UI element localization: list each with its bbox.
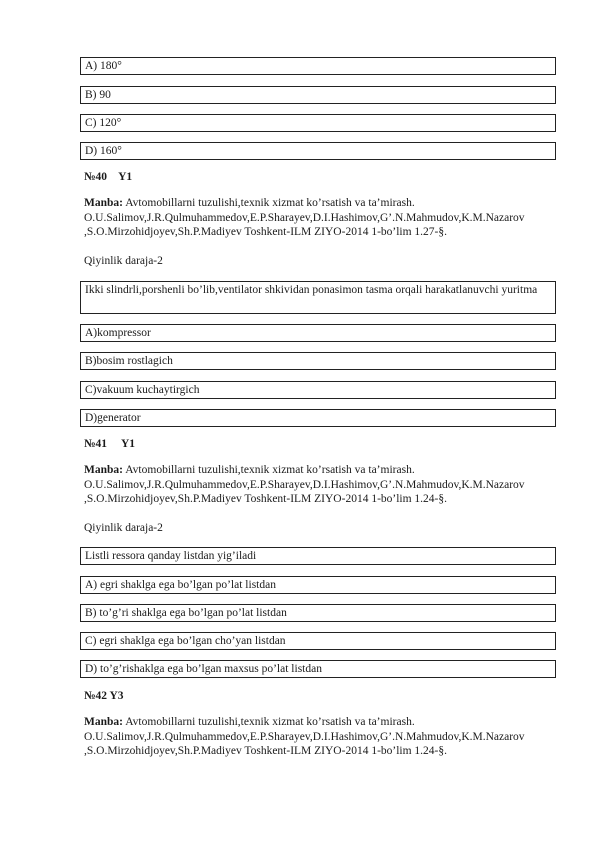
q41-option-d: D) to’g’rishaklga ega bo’lgan maxsus po’lat listdan [80, 660, 556, 678]
q39-option-d: D) 160° [80, 142, 556, 160]
q39-option-a: A) 180° [80, 57, 556, 75]
q41-option-c: C) egri shaklga ega bo’lgan cho’yan listdan [80, 632, 556, 650]
q41-source [84, 463, 554, 507]
q41-question: Listli ressora qanday listdan yig’iladi [80, 547, 556, 565]
q40-number: №40 Y1 [84, 171, 133, 183]
q40-difficulty: Qiyinlik daraja-2 [84, 255, 163, 267]
q40-question: Ikki slindrli,porshenli bo’lib,ventilator shkividan ponasimon tasma orqali harakatlanuvchi yuritma [80, 281, 556, 314]
q39-option-c: C) 120° [80, 114, 556, 132]
q40-option-a: A)kompressor [80, 324, 556, 342]
q40-option-b: B)bosim rostlagich [80, 352, 556, 370]
q40-source-text: Avtomobillarni tuzulishi,texnik xizmat ko’rsatish va ta’mirash. O.U.Salimov,J.R.Qulmuhammedov,E.P.Sharayev,D.I.Hashimov,G’.N.Mahmudov,K.M.Nazarov ,S.O.Mirzohidjoyev,Sh.P.Madiyev Toshkent-ILM ZIYO-2014 1-bo’lim 1.27-§. [84, 197, 525, 238]
q42-source-text: Avtomobillarni tuzulishi,texnik xizmat ko’rsatish va ta’mirash. O.U.Salimov,J.R.Qulmuhammedov,E.P.Sharayev,D.I.Hashimov,G’.N.Mahmudov,K.M.Nazarov ,S.O.Mirzohidjoyev,Sh.P.Madiyev Toshkent-ILM ZIYO-2014 1-bo’lim 1.24-§. [84, 716, 525, 757]
q42-number: №42 Y3 [84, 690, 124, 702]
q41-option-a: A) egri shaklga ega bo’lgan po’lat listdan [80, 576, 556, 594]
q41-source-text: Avtomobillarni tuzulishi,texnik xizmat ko’rsatish va ta’mirash. O.U.Salimov,J.R.Qulmuhammedov,E.P.Sharayev,D.I.Hashimov,G’.N.Mahmudov,K.M.Nazarov ,S.O.Mirzohidjoyev,Sh.P.Madiyev Toshkent-ILM ZIYO-2014 1-bo’lim 1.24-§. [84, 464, 525, 505]
q39-option-b: B) 90 [80, 86, 556, 104]
q42-source [84, 715, 554, 759]
q41-option-b: B) to’g’ri shaklga ega bo’lgan po’lat listdan [80, 604, 556, 622]
q40-option-c: C)vakuum kuchaytirgich [80, 381, 556, 399]
q40-source-label: Manba: [84, 197, 123, 209]
q41-number: №41 Y1 [84, 438, 136, 450]
q41-source-label: Manba: [84, 464, 123, 476]
q41-difficulty: Qiyinlik daraja-2 [84, 522, 163, 534]
q40-option-d: D)generator [80, 409, 556, 427]
q42-source-label: Manba: [84, 716, 123, 728]
q40-source [84, 196, 554, 240]
